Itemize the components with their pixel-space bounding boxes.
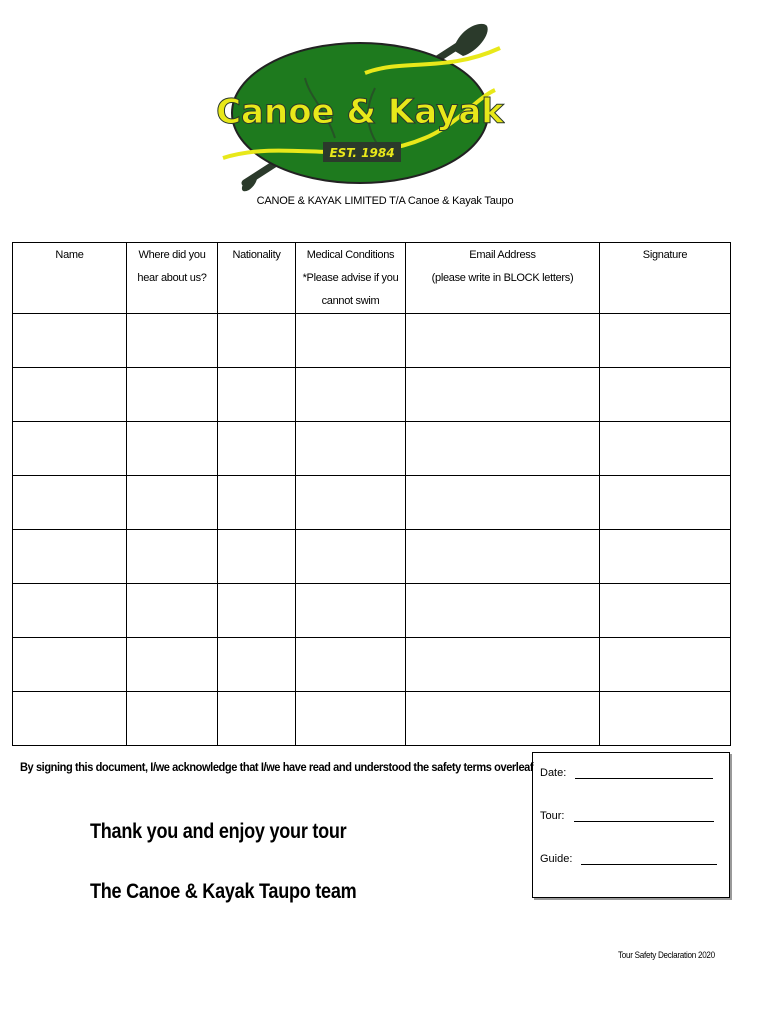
signature-cell[interactable] — [600, 422, 731, 476]
name-cell[interactable] — [13, 422, 127, 476]
guide-field[interactable] — [581, 854, 717, 865]
table-row — [13, 314, 731, 368]
email-cell[interactable] — [406, 584, 600, 638]
medical-cell[interactable] — [296, 422, 406, 476]
name-cell[interactable] — [13, 692, 127, 746]
column-header-email: Email Address (please write in BLOCK letters) — [406, 243, 600, 314]
source-cell[interactable] — [127, 584, 218, 638]
nationality-cell[interactable] — [218, 314, 296, 368]
name-cell[interactable] — [13, 314, 127, 368]
email-cell[interactable] — [406, 476, 600, 530]
nationality-cell[interactable] — [218, 584, 296, 638]
medical-cell[interactable] — [296, 692, 406, 746]
tour-field[interactable] — [574, 811, 714, 822]
tour-label: Tour: — [540, 810, 565, 822]
guide-line — [540, 853, 717, 865]
team-text: The Canoe & Kayak Taupo team — [90, 880, 357, 903]
nationality-cell[interactable] — [218, 422, 296, 476]
thanks-text: Thank you and enjoy your tour — [90, 820, 347, 843]
signature-cell[interactable] — [600, 638, 731, 692]
name-cell[interactable] — [13, 584, 127, 638]
table-row — [13, 368, 731, 422]
email-cell[interactable] — [406, 638, 600, 692]
source-cell[interactable] — [127, 368, 218, 422]
table-row — [13, 692, 731, 746]
name-cell[interactable] — [13, 368, 127, 422]
medical-cell[interactable] — [296, 584, 406, 638]
email-cell[interactable] — [406, 692, 600, 746]
source-cell[interactable] — [127, 638, 218, 692]
medical-cell[interactable] — [296, 368, 406, 422]
table-row — [13, 476, 731, 530]
table-header-row — [13, 243, 731, 314]
tour-details-box — [532, 752, 730, 898]
source-cell[interactable] — [127, 692, 218, 746]
column-header-medical: Medical Conditions *Please advise if you cannot swim — [296, 243, 406, 314]
company-line: CANOE & KAYAK LIMITED T/A Canoe & Kayak Taupo — [256, 195, 514, 207]
source-cell[interactable] — [127, 476, 218, 530]
nationality-cell[interactable] — [218, 530, 296, 584]
signature-cell[interactable] — [600, 368, 731, 422]
date-field[interactable] — [575, 768, 713, 779]
medical-cell[interactable] — [296, 476, 406, 530]
name-cell[interactable] — [13, 476, 127, 530]
acknowledgement-text: By signing this document, I/we acknowledge that I/we have read and understood the safety terms overleaf — [20, 760, 534, 774]
email-cell[interactable] — [406, 530, 600, 584]
email-cell[interactable] — [406, 422, 600, 476]
name-cell[interactable] — [13, 638, 127, 692]
source-cell[interactable] — [127, 530, 218, 584]
registration-table — [12, 242, 731, 746]
signature-cell[interactable] — [600, 476, 731, 530]
nationality-cell[interactable] — [218, 476, 296, 530]
signature-cell[interactable] — [600, 530, 731, 584]
table-row — [13, 584, 731, 638]
date-label: Date: — [540, 767, 567, 779]
medical-cell[interactable] — [296, 638, 406, 692]
company-logo — [215, 18, 505, 193]
logo-text: Canoe & Kayak — [216, 92, 504, 132]
nationality-cell[interactable] — [218, 692, 296, 746]
column-header-source: Where did you hear about us? — [127, 243, 218, 314]
signature-cell[interactable] — [600, 692, 731, 746]
email-cell[interactable] — [406, 314, 600, 368]
signature-cell[interactable] — [600, 584, 731, 638]
table-row — [13, 638, 731, 692]
table-row — [13, 422, 731, 476]
guide-label: Guide: — [540, 853, 573, 865]
email-cell[interactable] — [406, 368, 600, 422]
table-row — [13, 530, 731, 584]
footer-text: Tour Safety Declaration 2020 — [618, 950, 715, 960]
medical-cell[interactable] — [296, 530, 406, 584]
date-line — [540, 767, 713, 779]
nationality-cell[interactable] — [218, 638, 296, 692]
logo-est: EST. 1984 — [329, 146, 395, 160]
source-cell[interactable] — [127, 314, 218, 368]
column-header-name: Name — [13, 243, 127, 314]
source-cell[interactable] — [127, 422, 218, 476]
signature-cell[interactable] — [600, 314, 731, 368]
nationality-cell[interactable] — [218, 368, 296, 422]
medical-cell[interactable] — [296, 314, 406, 368]
tour-line — [540, 810, 714, 822]
name-cell[interactable] — [13, 530, 127, 584]
column-header-nationality: Nationality — [218, 243, 296, 314]
column-header-signature: Signature — [600, 243, 731, 314]
